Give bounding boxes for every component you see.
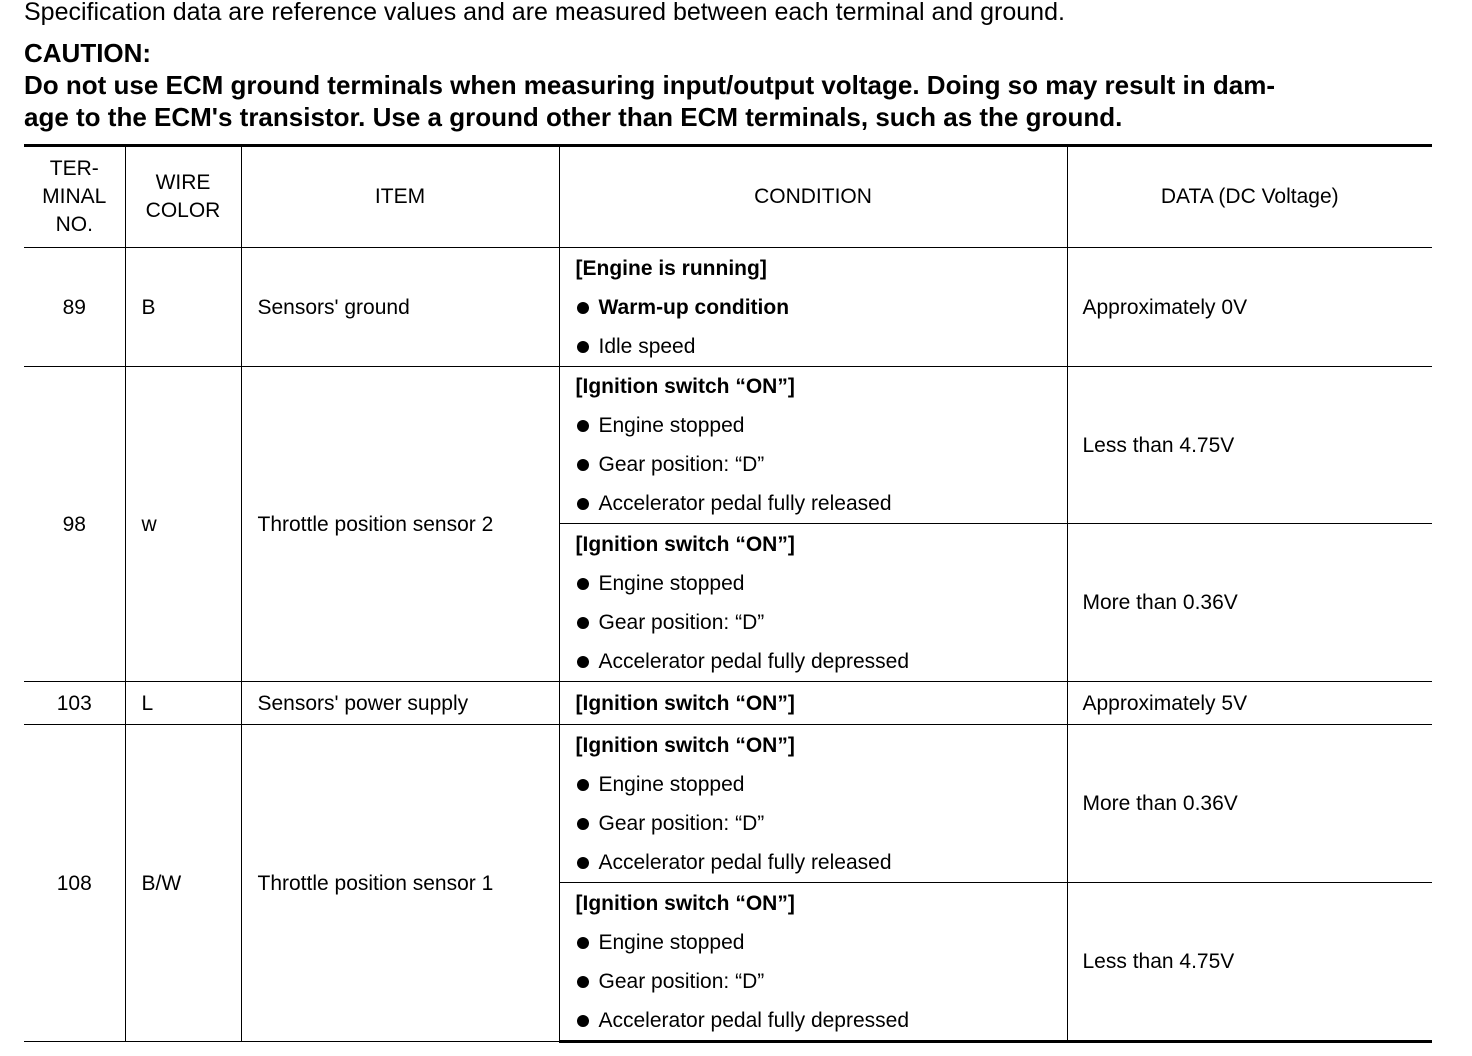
- bullet-icon: [577, 341, 589, 353]
- condition-heading: [Ignition switch “ON”]: [575, 733, 795, 757]
- caution-text: [24, 69, 1434, 133]
- condition-item: Engine stopped: [576, 923, 1067, 962]
- condition-item: Accelerator pedal fully released: [576, 484, 1067, 523]
- table-row: [24, 725, 1432, 883]
- data-value: More than 0.36V: [1067, 524, 1432, 682]
- condition-heading: [Ignition switch “ON”]: [575, 532, 795, 556]
- bullet-icon: [577, 459, 589, 471]
- bullet-icon: [577, 498, 589, 510]
- condition-heading: [Ignition switch “ON”]: [575, 891, 795, 915]
- terminal-no: 108: [24, 725, 125, 1042]
- bullet-icon: [577, 976, 589, 988]
- data-value: Approximately 5V: [1067, 682, 1432, 725]
- header-terminal-line: NO.: [55, 213, 93, 236]
- bullet-icon: [577, 656, 589, 668]
- condition-heading: [Ignition switch “ON”]: [575, 691, 795, 715]
- condition-item: Engine stopped: [576, 765, 1067, 804]
- condition-heading: [Ignition switch “ON”]: [575, 375, 795, 398]
- header-data: DATA (DC Voltage): [1067, 146, 1432, 248]
- item-name: Throttle position sensor 2: [241, 367, 559, 682]
- data-value: Approximately 0V: [1067, 248, 1432, 367]
- wire-color: L: [125, 682, 241, 725]
- bullet-icon: [577, 779, 589, 791]
- condition-item: Warm-up condition: [576, 288, 1067, 327]
- data-value: Less than 4.75V: [1067, 367, 1432, 524]
- terminal-no: 89: [24, 248, 125, 367]
- condition-item: Gear position: “D”: [576, 445, 1067, 484]
- item-name: Sensors' power supply: [241, 682, 559, 725]
- condition-item: Engine stopped: [576, 406, 1067, 445]
- data-value: More than 0.36V: [1067, 725, 1432, 883]
- table-row: [24, 367, 1432, 524]
- condition-cell: [559, 883, 1067, 1042]
- condition-item: Gear position: “D”: [576, 603, 1067, 642]
- wire-color: B: [125, 248, 241, 367]
- table-row: [24, 248, 1432, 367]
- bullet-icon: [577, 857, 589, 869]
- bullet-icon: [577, 420, 589, 432]
- wire-color: w: [125, 367, 241, 682]
- terminal-no: 98: [24, 367, 125, 682]
- caution-line-2: age to the ECM's transistor. Use a ground other than ECM terminals, such as the ground.: [24, 102, 1123, 132]
- table-header-row: [24, 146, 1432, 248]
- condition-item: Accelerator pedal fully released: [576, 843, 1067, 882]
- item-name: Sensors' ground: [241, 248, 559, 367]
- header-terminal-no: [24, 146, 125, 248]
- header-terminal-line: TER-: [49, 157, 99, 180]
- condition-item: Gear position: “D”: [576, 804, 1067, 843]
- caution-title: CAUTION:: [24, 38, 152, 68]
- condition-item: Accelerator pedal fully depressed: [576, 1001, 1067, 1040]
- bullet-icon: [577, 1015, 589, 1027]
- caution-line-1: Do not use ECM ground terminals when measuring input/output voltage. Doing so may result in dam-: [24, 70, 1275, 100]
- header-terminal-line: MINAL: [42, 185, 107, 208]
- bullet-icon: [577, 937, 589, 949]
- condition-heading: [Engine is running]: [575, 256, 767, 280]
- bullet-icon: [577, 617, 589, 629]
- condition-cell: [559, 725, 1067, 883]
- intro-text: Specification data are reference values and are measured between each terminal and ground.: [24, 0, 1065, 26]
- condition-item: Accelerator pedal fully depressed: [576, 642, 1067, 681]
- header-wire-line: WIRE: [155, 171, 211, 194]
- terminal-spec-table: [24, 144, 1432, 1043]
- condition-cell: [559, 367, 1067, 524]
- condition-item: Gear position: “D”: [576, 962, 1067, 1001]
- condition-cell: [559, 682, 1067, 725]
- header-wire-color: [125, 146, 241, 248]
- terminal-no: 103: [24, 682, 125, 725]
- data-value: Less than 4.75V: [1067, 883, 1432, 1042]
- table-row: [24, 682, 1432, 725]
- condition-cell: [559, 524, 1067, 682]
- header-condition: CONDITION: [559, 146, 1067, 248]
- condition-item: Idle speed: [576, 327, 1067, 366]
- header-item: ITEM: [241, 146, 559, 248]
- bullet-icon: [577, 818, 589, 830]
- condition-cell: [559, 248, 1067, 367]
- bullet-icon: [577, 302, 589, 314]
- header-wire-line: COLOR: [145, 199, 221, 222]
- condition-item: Engine stopped: [576, 564, 1067, 603]
- wire-color: B/W: [125, 725, 241, 1042]
- item-name: Throttle position sensor 1: [241, 725, 559, 1042]
- bullet-icon: [577, 578, 589, 590]
